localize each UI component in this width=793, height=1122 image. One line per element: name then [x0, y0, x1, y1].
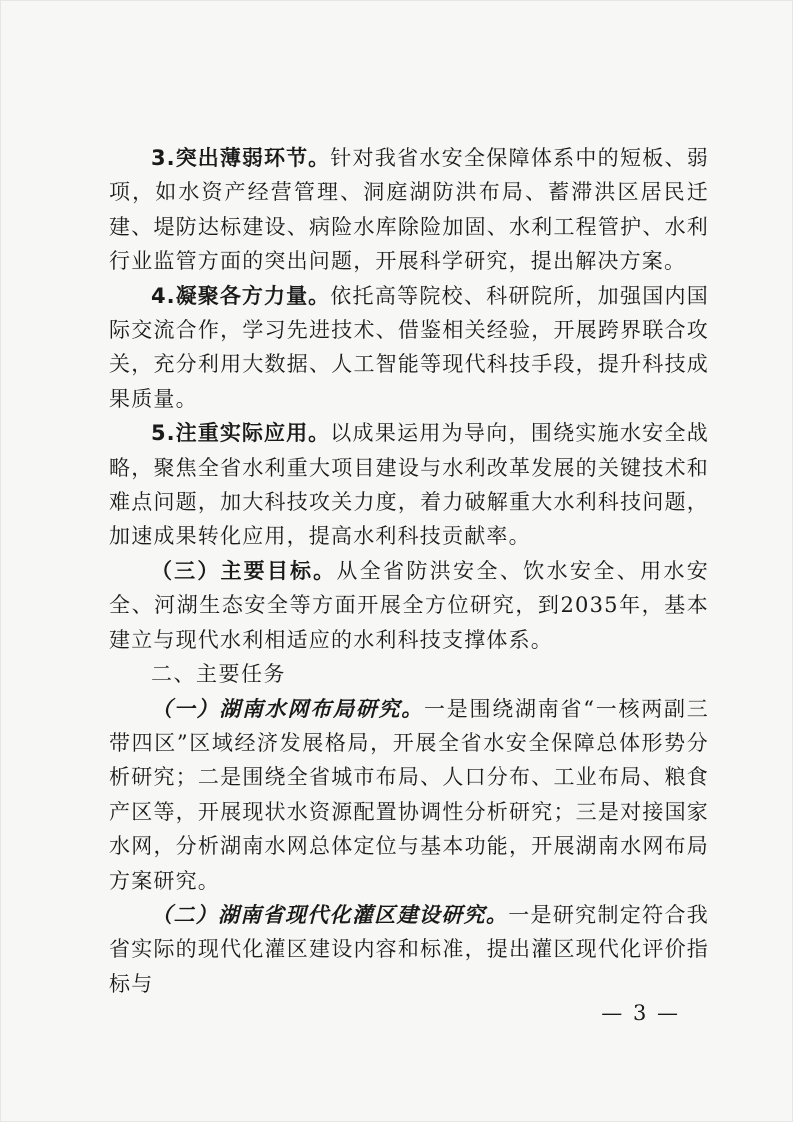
document-body: [109, 141, 709, 1001]
page-number: — 3 —: [601, 1001, 680, 1025]
task-text: 一是围绕湖南省“一核两副三带四区”区域经济发展格局，开展全省水安全保障总体形势分析研究；二是围绕全省城市布局、人口分布、工业布局、粮食产区等，开展现状水资源配置协调性分析研究；三是对接国家水网，分析湖南水网总体定位与基本功能，开展湖南水网布局方案研究。: [109, 696, 709, 893]
paragraph-lead: 4.凝聚各方力量。: [151, 283, 331, 308]
paragraph-lead: 3.突出薄弱环节。: [151, 146, 331, 170]
paragraph-lead: （三）主要目标。: [151, 558, 337, 583]
task-text: 一是研究制定符合我省实际的现代化灌区建设内容和标准，提出灌区现代化评价指标与: [109, 902, 709, 996]
paragraph-gather-forces: [109, 279, 709, 417]
paragraph-text: 从全省防洪安全、饮水安全、用水安全、河湖生态安全等方面开展全方位研究，到2035年，基本建立与现代水利相适应的水利科技支撑体系。: [109, 558, 710, 652]
paragraph-text: 针对我省水安全保障体系中的短板、弱项，如水资产经营管理、洞庭湖防洪布局、蓄滞洪区居民迁建、堤防达标建设、病险水库除险加固、水利工程管护、水利行业监管方面的突出问题，开展科学研究，提出解决方案。: [109, 146, 709, 274]
section-heading: 二、主要任务: [151, 662, 286, 687]
paragraph-text: 依托高等院校、科研院所，加强国内国际交流合作，学习先进技术、借鉴相关经验，开展跨界联合攻关，充分利用大数据、人工智能等现代科技手段，提升科技成果质量。: [109, 283, 709, 411]
task-water-network: [109, 692, 709, 898]
task-lead: （一）湖南水网布局研究。: [151, 695, 425, 721]
paragraph-practical-application: [109, 416, 709, 554]
paragraph-main-goals: [109, 554, 709, 657]
paragraph-weak-links: [109, 141, 709, 279]
paragraph-text: 以成果运用为导向，围绕实施水安全战略，聚焦全省水利重大项目建设与水利改革发展的关键技术和难点问题，加大科技攻关力度，着力破解重大水利科技问题，加速成果转化应用，提高水利科技贡献率。: [109, 421, 709, 549]
task-irrigation: [109, 898, 709, 1001]
paragraph-lead: 5.注重实际应用。: [151, 421, 331, 446]
task-lead: （二）湖南省现代化灌区建设研究。: [151, 901, 509, 927]
